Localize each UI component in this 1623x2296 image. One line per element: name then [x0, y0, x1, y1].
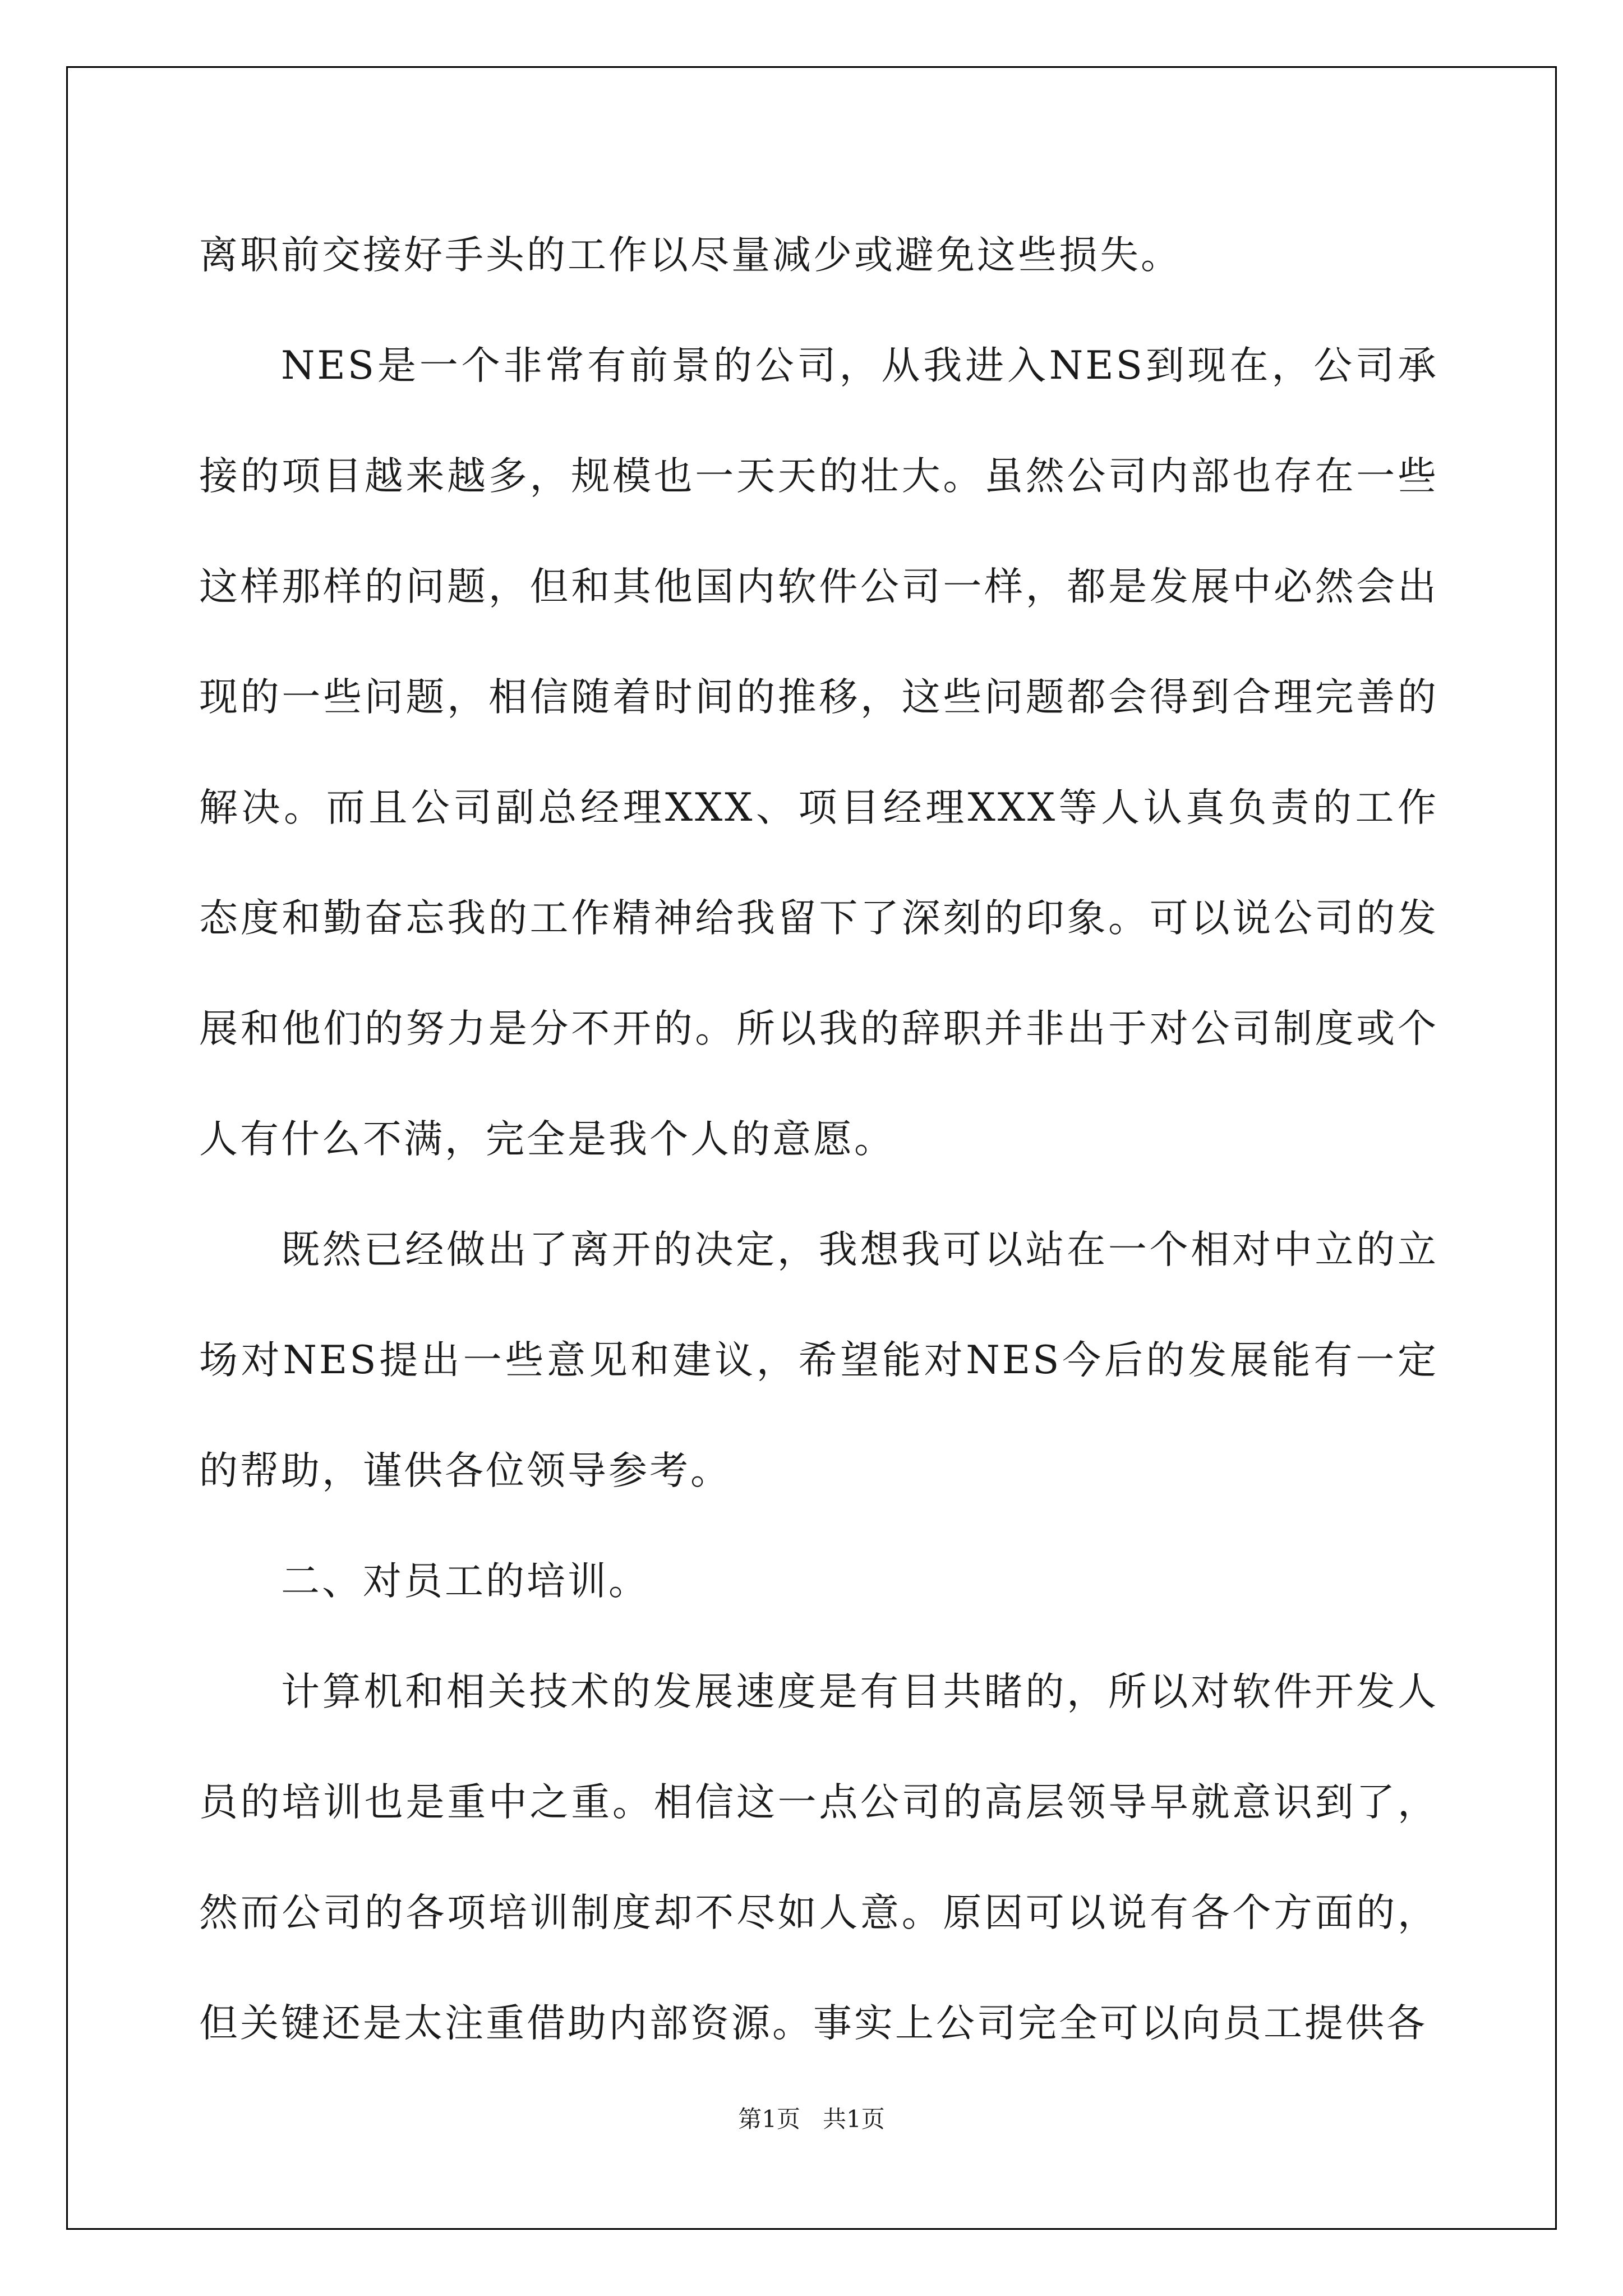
paragraph: 既然已经做出了离开的决定，我想我可以站在一个相对中立的立场对NES提出一些意见和建议，希望能对NES今后的发展能有一定的帮助，谨供各位领导参考。 — [199, 1227, 1438, 1493]
page-footer: 第1页 共1页 — [738, 2105, 885, 2133]
paragraph: 计算机和相关技术的发展速度是有目共睹的，所以对软件开发人员的培训也是重中之重。相信这一点公司的高层领导早就意识到了，然而公司的各项培训制度却不尽如人意。原因可以说有各个方面的，但关键还是太注重借助内部资源。事实上公司完全可以向员工提供各 — [199, 1669, 1438, 2046]
paragraph: NES是一个非常有前景的公司，从我进入NES到现在，公司承接的项目越来越多，规模也一天天的壮大。虽然公司内部也存在一些这样那样的问题，但和其他国内软件公司一样，都是发展中必然会出现的一些问题，相信随着时间的推移，这些问题都会得到合理完善的解决。而且公司副总经理XXX、项目经理XXX等人认真负责的工作态度和勤奋忘我的工作精神给我留下了深刻的印象。可以说公司的发展和他们的努力是分不开的。所以我的辞职并非出于对公司制度或个人有什么不满，完全是我个人的意愿。 — [199, 343, 1438, 1162]
paragraph: 离职前交接好手头的工作以尽量减少或避免这些损失。 — [199, 233, 1182, 278]
section-heading: 二、对员工的培训。 — [281, 1559, 649, 1604]
document-body — [199, 200, 1438, 2079]
